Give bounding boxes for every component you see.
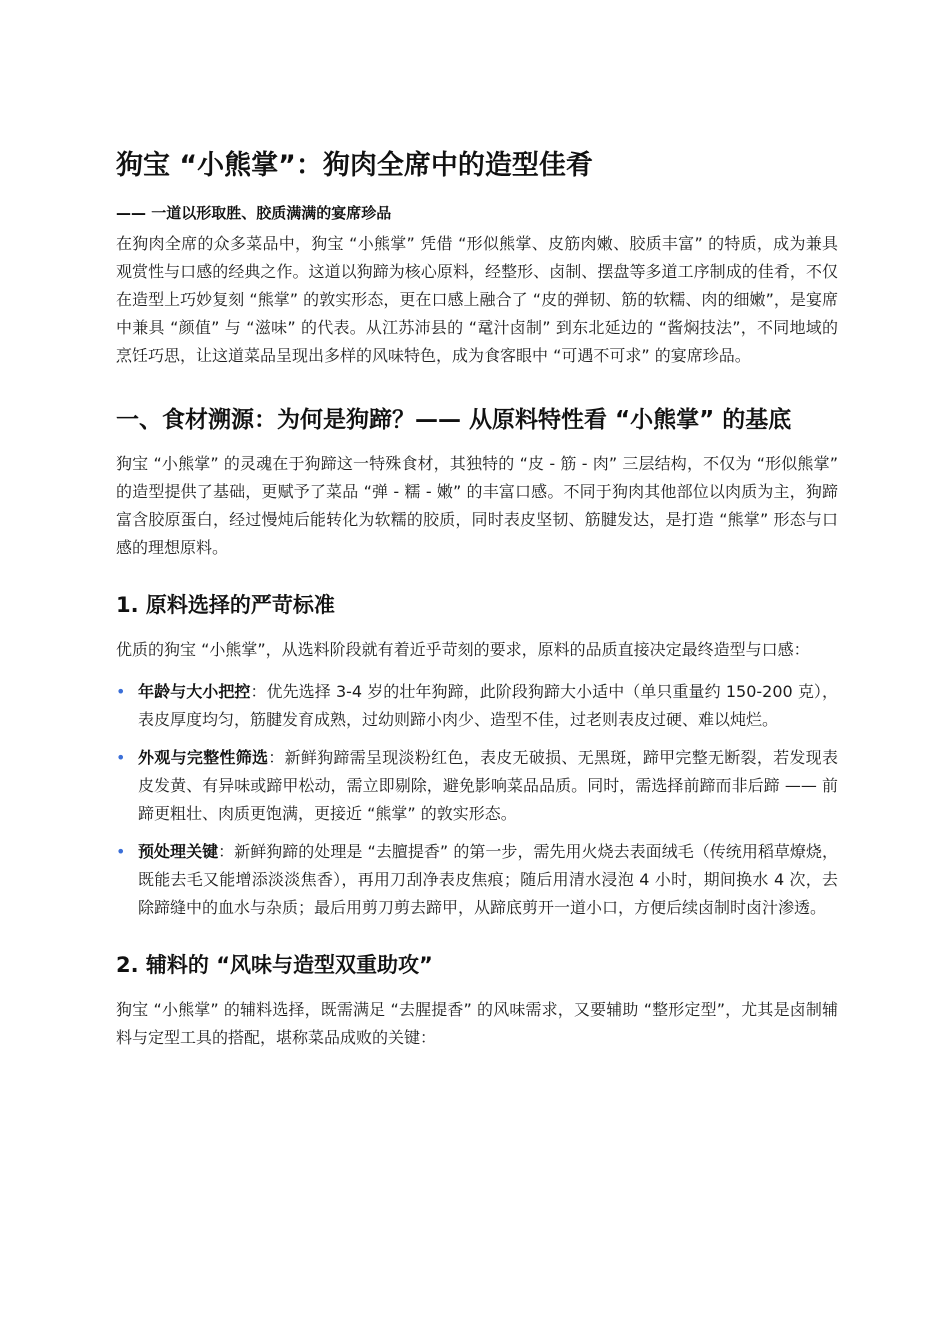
subsection-heading-auxiliary: 2. 辅料的 “风味与造型双重助攻” (116, 953, 433, 977)
list-item-label: 外观与完整性筛选 (138, 748, 269, 767)
document-page (116, 148, 838, 1052)
bullet-dot-icon: • (116, 682, 126, 701)
list-item-label: 预处理关键 (138, 842, 219, 861)
section-paragraph: 狗宝 “小熊掌” 的灵魂在于狗蹄这一特殊食材，其独特的 “皮 - 筋 - 肉” 三层结构，不仅为 “形似熊掌” 的造型提供了基础，更赋予了菜品 “弹 - 糯 - 嫩” 的丰富口感。不同于狗肉其他部位以肉质为主，狗蹄富含胶原蛋白，经过慢炖后能转化为软糯的胶质，同时表皮坚韧、筋腱发达，是打造 “熊掌” 形态与口感的理想原料。 (116, 454, 838, 557)
list-item (116, 744, 838, 828)
list-item (116, 838, 838, 922)
list-item-text: ：新鲜狗蹄需呈现淡粉红色，表皮无破损、无黑斑，蹄甲完整无断裂，若发现表皮发黄、有异味或蹄甲松动，需立即剔除，避免影响菜品品质。同时，需选择前蹄而非后蹄 —— 前蹄更粗壮、肉质更饱满，更接近 “熊掌” 的敦实形态。 (138, 748, 838, 823)
section-heading: 一、食材溯源：为何是狗蹄？—— 从原料特性看 “小熊掌” 的基底 (116, 407, 792, 433)
list-item (116, 678, 838, 734)
subsection-heading-raw-materials: 1. 原料选择的严苛标准 (116, 593, 335, 617)
list-item-label: 年龄与大小把控 (138, 682, 251, 701)
bullet-list (116, 678, 838, 922)
page-title: 狗宝 “小熊掌”：狗肉全席中的造型佳肴 (116, 150, 593, 181)
bullet-dot-icon: • (116, 748, 126, 767)
list-item-text: ：优先选择 3-4 岁的壮年狗蹄，此阶段狗蹄大小适中（单只重量约 150-200 克），表皮厚度均匀，筋腱发育成熟，过幼则蹄小肉少、造型不佳，过老则表皮过硬、难以炖烂。 (138, 682, 838, 729)
list-item-text: ：新鲜狗蹄的处理是 “去膻提香” 的第一步，需先用火烧去表面绒毛（传统用稻草燎烧，既能去毛又能增添淡淡焦香），再用刀刮净表皮焦痕；随后用清水浸泡 4 小时，期间换水 4 次，去除蹄缝中的血水与杂质；最后用剪刀剪去蹄甲，从蹄底剪开一道小口，方便后续卤制时卤汁渗透。 (138, 842, 838, 917)
subsection-paragraph: 优质的狗宝 “小熊掌”，从选料阶段就有着近乎苛刻的要求，原料的品质直接决定最终造型与口感： (116, 640, 810, 659)
subsection-paragraph: 狗宝 “小熊掌” 的辅料选择，既需满足 “去腥提香” 的风味需求，又要辅助 “整形定型”，尤其是卤制辅料与定型工具的搭配，堪称菜品成败的关键： (116, 1000, 838, 1047)
bullet-dot-icon: • (116, 842, 126, 861)
page-subtitle: —— 一道以形取胜、胶质满满的宴席珍品 (116, 204, 392, 222)
intro-paragraph: 在狗肉全席的众多菜品中，狗宝 “小熊掌” 凭借 “形似熊掌、皮筋肉嫩、胶质丰富” 的特质，成为兼具观赏性与口感的经典之作。这道以狗蹄为核心原料，经整形、卤制、摆盘等多道工序制成的佳肴，不仅在造型上巧妙复刻 “熊掌” 的敦实形态，更在口感上融合了 “皮的弹韧、筋的软糯、肉的细嫩”，是宴席中兼具 “颜值” 与 “滋味” 的代表。从江苏沛县的 “鼋汁卤制” 到东北延边的 “酱焖技法”，不同地域的烹饪巧思，让这道菜品呈现出多样的风味特色，成为食客眼中 “可遇不可求” 的宴席珍品。 (116, 234, 838, 365)
